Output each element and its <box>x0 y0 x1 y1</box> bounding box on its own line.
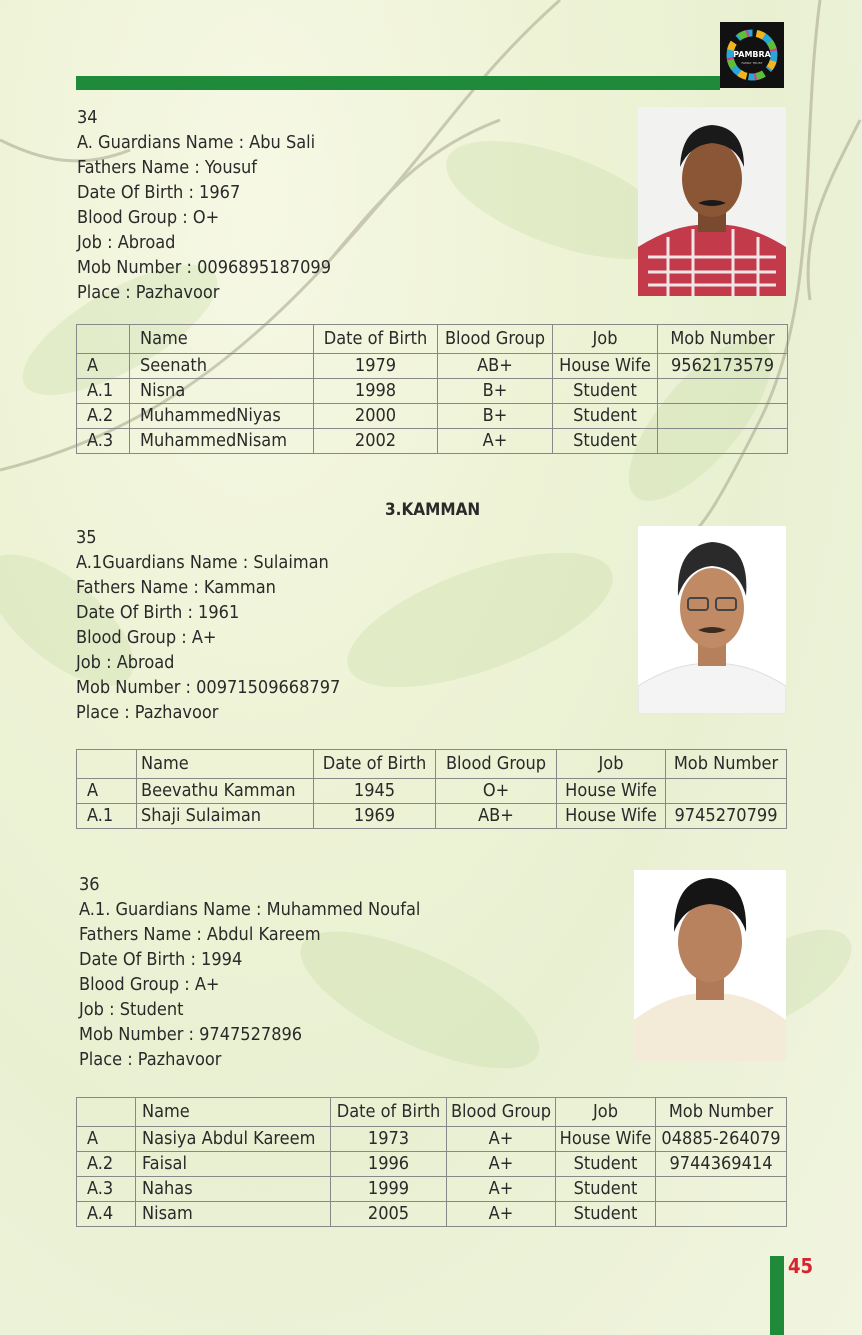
table-cell: A.3 <box>77 1177 136 1202</box>
place: Place : Pazhavoor <box>77 282 220 303</box>
section-title: 3.KAMMAN <box>385 500 481 520</box>
table-cell: MuhammedNisam <box>130 429 314 454</box>
father-name: Fathers Name : Abdul Kareem <box>79 924 321 945</box>
father-name: Fathers Name : Yousuf <box>77 157 257 178</box>
table-header: Date of Birth <box>314 325 438 354</box>
guardian-name: A.1. Guardians Name : Muhammed Noufal <box>79 899 421 920</box>
logo-text: PAMBRA <box>733 50 771 59</box>
place: Place : Pazhavoor <box>79 1049 222 1070</box>
entry-number: 36 <box>79 874 100 895</box>
table-cell: 2002 <box>314 429 438 454</box>
table-header: Job <box>557 750 666 779</box>
table-cell: A.2 <box>77 1152 136 1177</box>
table-cell: 1996 <box>331 1152 447 1177</box>
logo-emblem-icon <box>720 22 784 88</box>
job: Job : Student <box>79 999 184 1020</box>
table-cell: A.1 <box>77 379 130 404</box>
mob-number: Mob Number : 9747527896 <box>79 1024 303 1045</box>
blood-group: Blood Group : A+ <box>79 974 220 995</box>
table-header: Mob Number <box>656 1098 787 1127</box>
table-header: Name <box>136 1098 331 1127</box>
table-row <box>77 379 788 404</box>
table-row <box>77 804 787 829</box>
table-cell: 2005 <box>331 1202 447 1227</box>
table-cell: Student <box>553 404 658 429</box>
table-cell: House Wife <box>556 1127 656 1152</box>
table-cell: A <box>77 779 137 804</box>
guardian-name: A. Guardians Name : Abu Sali <box>77 132 316 153</box>
table-cell: A+ <box>447 1127 556 1152</box>
blood-group: Blood Group : O+ <box>77 207 220 228</box>
table-header: Name <box>130 325 314 354</box>
job: Job : Abroad <box>76 652 175 673</box>
table-cell: 9562173579 <box>658 354 788 379</box>
table-cell: 9745270799 <box>666 804 787 829</box>
table-cell: A.1 <box>77 804 137 829</box>
table-cell <box>656 1202 787 1227</box>
guardian-photo <box>638 107 786 296</box>
table-header-row <box>77 325 788 354</box>
date-of-birth: Date Of Birth : 1967 <box>77 182 241 203</box>
table-row <box>77 1152 787 1177</box>
table-cell: Student <box>556 1177 656 1202</box>
table-cell: 9744369414 <box>656 1152 787 1177</box>
table-cell: Nisam <box>136 1202 331 1227</box>
table-header <box>77 1098 136 1127</box>
table-cell: A <box>77 354 130 379</box>
table-cell: Student <box>556 1202 656 1227</box>
table-cell: Faisal <box>136 1152 331 1177</box>
entry-info <box>79 872 420 1072</box>
table-cell: Nasiya Abdul Kareem <box>136 1127 331 1152</box>
table-cell <box>656 1177 787 1202</box>
pambra-logo <box>720 22 784 88</box>
table-cell: A.4 <box>77 1202 136 1227</box>
table-header: Job <box>556 1098 656 1127</box>
table-cell: Seenath <box>130 354 314 379</box>
place: Place : Pazhavoor <box>76 702 219 723</box>
guardian-name: A.1Guardians Name : Sulaiman <box>76 552 329 573</box>
table-cell: 2000 <box>314 404 438 429</box>
table-cell: A <box>77 1127 136 1152</box>
table-cell: A.2 <box>77 404 130 429</box>
table-header: Blood Group <box>438 325 553 354</box>
table-header-row <box>77 1098 787 1127</box>
table-cell <box>666 779 787 804</box>
guardian-photo <box>638 526 786 714</box>
table-cell: Nisna <box>130 379 314 404</box>
table-cell: 1969 <box>314 804 436 829</box>
father-name: Fathers Name : Kamman <box>76 577 276 598</box>
table-cell: House Wife <box>557 779 666 804</box>
table-cell: 1999 <box>331 1177 447 1202</box>
family-table <box>76 1097 787 1227</box>
table-cell: Shaji Sulaiman <box>137 804 314 829</box>
mob-number: Mob Number : 00971509668797 <box>76 677 341 698</box>
table-cell: Student <box>553 429 658 454</box>
table-header: Date of Birth <box>331 1098 447 1127</box>
top-green-bar <box>76 76 720 90</box>
table-row <box>77 1177 787 1202</box>
table-header <box>77 325 130 354</box>
mob-number: Mob Number : 0096895187099 <box>77 257 332 278</box>
table-header: Job <box>553 325 658 354</box>
table-row <box>77 429 788 454</box>
table-cell: Student <box>553 379 658 404</box>
page-number: 45 <box>788 1254 814 1278</box>
table-header: Name <box>137 750 314 779</box>
table-cell: 1998 <box>314 379 438 404</box>
table-cell: Beevathu Kamman <box>137 779 314 804</box>
entry-number: 34 <box>77 107 98 128</box>
table-cell: 1973 <box>331 1127 447 1152</box>
entry-info <box>76 525 340 725</box>
table-cell: Student <box>556 1152 656 1177</box>
table-row <box>77 1202 787 1227</box>
table-row <box>77 354 788 379</box>
table-cell: O+ <box>436 779 557 804</box>
table-header: Mob Number <box>658 325 788 354</box>
table-cell: 04885-264079 <box>656 1127 787 1152</box>
table-cell: AB+ <box>438 354 553 379</box>
table-cell: B+ <box>438 404 553 429</box>
entry-info <box>77 105 331 305</box>
table-header: Blood Group <box>436 750 557 779</box>
table-cell: A+ <box>447 1177 556 1202</box>
table-header <box>77 750 137 779</box>
table-cell: MuhammedNiyas <box>130 404 314 429</box>
table-cell: A.3 <box>77 429 130 454</box>
table-header: Mob Number <box>666 750 787 779</box>
table-cell: A+ <box>438 429 553 454</box>
table-cell: AB+ <box>436 804 557 829</box>
table-row <box>77 1127 787 1152</box>
table-header: Date of Birth <box>314 750 436 779</box>
table-cell <box>658 429 788 454</box>
table-cell: A+ <box>447 1202 556 1227</box>
table-header-row <box>77 750 787 779</box>
table-cell: House Wife <box>553 354 658 379</box>
table-cell: B+ <box>438 379 553 404</box>
table-header: Blood Group <box>447 1098 556 1127</box>
page-number-bar <box>770 1256 784 1335</box>
family-table <box>76 324 788 454</box>
blood-group: Blood Group : A+ <box>76 627 217 648</box>
table-cell: House Wife <box>557 804 666 829</box>
logo-subtext: FAMILY TRUST <box>741 61 763 65</box>
entry-number: 35 <box>76 527 97 548</box>
job: Job : Abroad <box>77 232 176 253</box>
guardian-photo <box>634 870 786 1061</box>
table-row <box>77 779 787 804</box>
table-row <box>77 404 788 429</box>
date-of-birth: Date Of Birth : 1961 <box>76 602 240 623</box>
family-table <box>76 749 787 829</box>
table-cell: 1979 <box>314 354 438 379</box>
date-of-birth: Date Of Birth : 1994 <box>79 949 243 970</box>
table-cell: Nahas <box>136 1177 331 1202</box>
table-cell: 1945 <box>314 779 436 804</box>
table-cell <box>658 404 788 429</box>
table-cell <box>658 379 788 404</box>
table-cell: A+ <box>447 1152 556 1177</box>
